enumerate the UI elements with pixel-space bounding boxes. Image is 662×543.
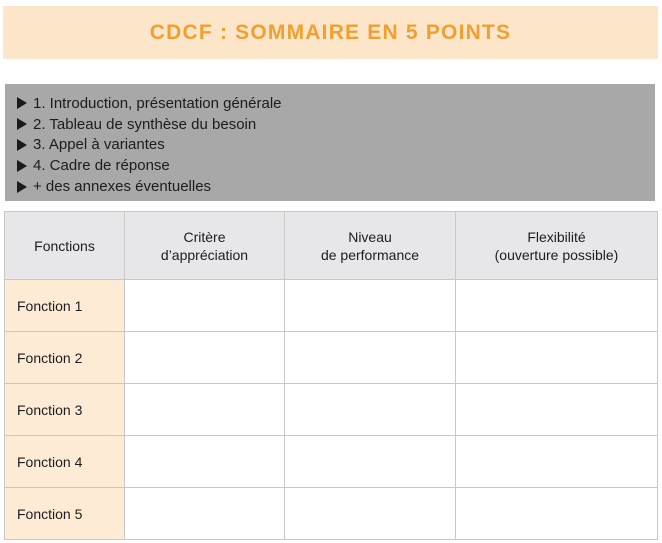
header-line: de performance [320,246,420,263]
header-niveau [285,212,456,280]
summary-box [5,84,655,201]
flexibilite-cell[interactable] [456,332,658,384]
summary-item [17,135,655,156]
summary-item-label: 1. Introduction, présentation générale [33,94,282,112]
flexibilite-cell[interactable] [456,488,658,540]
table-row [5,384,658,436]
function-label: Fonction 3 [5,384,125,436]
triangle-bullet-icon [17,160,27,172]
header-flexibilite [456,212,658,280]
table-row [5,332,658,384]
niveau-cell[interactable] [285,488,456,540]
table-header-row [5,212,658,280]
niveau-cell[interactable] [285,332,456,384]
header-line: d’appréciation [160,246,249,263]
niveau-cell[interactable] [285,384,456,436]
table-row [5,436,658,488]
header-fonctions [5,212,125,280]
critere-cell[interactable] [125,488,285,540]
summary-item-label: 2. Tableau de synthèse du besoin [33,115,257,133]
critere-cell[interactable] [125,332,285,384]
triangle-bullet-icon [17,118,27,130]
summary-item [17,114,655,135]
critere-cell[interactable] [125,436,285,488]
summary-item-label: 4. Cadre de réponse [33,157,170,175]
niveau-cell[interactable] [285,436,456,488]
summary-item [17,176,655,197]
page-title: CDCF : SOMMAIRE EN 5 POINTS [149,20,512,44]
table-row [5,280,658,332]
header-line: Niveau [348,228,392,245]
header-line: Flexibilité [527,228,586,245]
flexibilite-cell[interactable] [456,280,658,332]
title-banner [3,6,658,59]
function-label: Fonction 1 [5,280,125,332]
function-label: Fonction 4 [5,436,125,488]
critere-cell[interactable] [125,280,285,332]
flexibilite-cell[interactable] [456,436,658,488]
summary-item-label: + des annexes éventuelles [33,178,212,196]
triangle-bullet-icon [17,139,27,151]
header-line: (ouverture possible) [494,246,619,263]
niveau-cell[interactable] [285,280,456,332]
header-line: Critère [183,228,226,245]
table-row [5,488,658,540]
summary-item-label: 3. Appel à variantes [33,136,165,154]
summary-item [17,155,655,176]
critere-cell[interactable] [125,384,285,436]
header-line: Fonctions [34,237,95,254]
flexibilite-cell[interactable] [456,384,658,436]
header-critere [125,212,285,280]
function-label: Fonction 2 [5,332,125,384]
summary-item [17,93,655,114]
triangle-bullet-icon [17,97,27,109]
function-label: Fonction 5 [5,488,125,540]
functions-table [4,211,658,540]
triangle-bullet-icon [17,181,27,193]
